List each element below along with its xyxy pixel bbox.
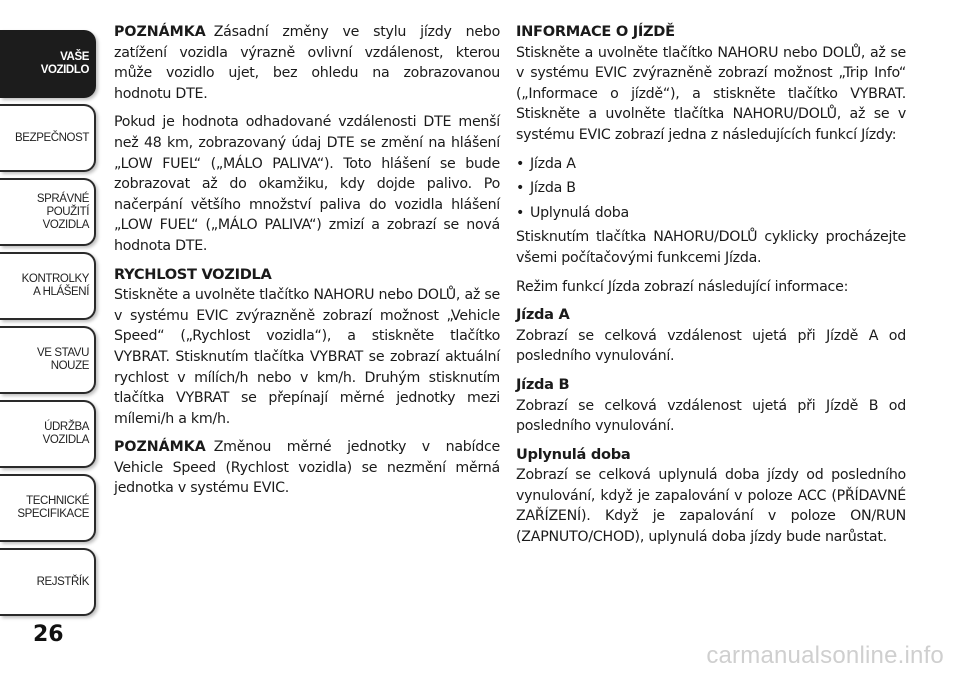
- tab-label: KONTROLKY A HLÁŠENÍ: [21, 273, 89, 298]
- tab-label: ÚDRŽBA VOZIDLA: [42, 421, 89, 446]
- trip-b-paragraph: Zobrazí se celková vzdálenost ujetá při Jízdě B od posledního vynulování.: [516, 397, 906, 435]
- cycle-paragraph: Stisknutím tlačítka NAHORU/DOLŮ cyklicky procházejte všemi počítačovými funkcemi Jízda.: [516, 229, 906, 266]
- tab-label: VE STAVU NOUZE: [37, 347, 89, 372]
- tab-label: REJSTŘÍK: [36, 575, 89, 588]
- page-number: 26: [33, 622, 64, 647]
- tab-technicke-specifikace[interactable]: [0, 474, 96, 542]
- tab-label: BEZPEČNOST: [15, 131, 89, 144]
- note-paragraph: [114, 22, 500, 104]
- left-column: [114, 22, 500, 507]
- low-fuel-paragraph: Pokud je hodnota odhadované vzdálenosti DTE menší než 48 km, zobrazovaný údaj DTE se změní na hlášení „LOW FUEL“ („MÁLO PALIVA“). Toto hlášení se bude zobrazovat až do okamžiku, kdy dojde palivo. Po načerpání většího množství paliva do vozidla hlášení „LOW FUEL“ („MÁLO PALIVA“) zmizí a zobrazí se nová hodnota DTE.: [114, 114, 500, 254]
- tab-label: VAŠE VOZIDLO: [40, 51, 89, 76]
- note-label: POZNÁMKA: [114, 439, 206, 456]
- subheading-trip-b: Jízda B: [516, 375, 570, 393]
- trip-info-paragraph: Stiskněte a uvolněte tlačítko NAHORU nebo DOLŮ, až se v systému EVIC zvýrazněně zobrazí možnost „Trip Info“ („Informace o jízdě“), a stiskněte tlačítko VYBRAT. Stiskněte a uvolněte tlačítka NAHORU/DOLŮ, až se v systému EVIC zobrazí jedna z následujících funkcí Jízdy:: [516, 44, 906, 143]
- note-text: Změnou měrné jednotky v nabídce Vehicle Speed (Rychlost vozidla) se nezmění měrná jednotka v systému EVIC.: [114, 439, 500, 497]
- subheading-trip-a: Jízda A: [516, 306, 570, 324]
- tab-udrzba-vozidla[interactable]: [0, 400, 96, 468]
- tab-label: TECHNICKÉ SPECIFIKACE: [17, 495, 89, 520]
- elapsed-time-paragraph: Zobrazí se celková uplynulá doba jízdy od posledního vynulování, když je zapalování v poloze ACC (PŘÍDAVNÉ ZAŘÍZENÍ). Když je zapalování v poloze ON/RUN (ZAPNUTO/CHOD), uplynulá doba jízdy bude narůstat.: [516, 467, 906, 546]
- subheading-elapsed-time: Uplynulá doba: [516, 445, 631, 463]
- tab-label: SPRÁVNÉ POUŽITÍ VOZIDLA: [36, 192, 89, 231]
- tab-rejstrik[interactable]: [0, 548, 96, 616]
- tab-bezpecnost[interactable]: [0, 104, 96, 172]
- tab-spravne-pouziti-vozidla[interactable]: [0, 178, 96, 246]
- list-item: • Jízda A: [516, 154, 906, 175]
- note-text: Zásadní změny ve stylu jízdy nebo zatížení vozidla výrazně ovlivní vzdálenost, kterou může vozidlo ujet, bez ohledu na zobrazovanou hodnotu DTE.: [114, 24, 500, 102]
- mode-paragraph: Režim funkcí Jízda zobrazí následující informace:: [516, 278, 849, 295]
- tab-kontrolky-a-hlaseni[interactable]: [0, 252, 96, 320]
- tab-ve-stavu-nouze[interactable]: [0, 326, 96, 394]
- note-paragraph: [114, 437, 500, 499]
- note-label: POZNÁMKA: [114, 24, 206, 40]
- vehicle-speed-paragraph: Stiskněte a uvolněte tlačítko NAHORU nebo DOLŮ, až se v systému EVIC zvýrazněně zobrazí možnost „Vehicle Speed“ („Rychlost vozidla“), a stiskněte tlačítko VYBRAT. Stisknutím tlačítka VYBRAT se zobrazí aktuální rychlost v mílích/h nebo v km/h. Druhým stisknutím tlačítka VYBRAT se přepínají měrné jednotky mezi mílemi/h a km/h.: [114, 287, 500, 427]
- section-heading-trip-info: INFORMACE O JÍZDĚ: [516, 23, 675, 40]
- list-item: • Uplynulá doba: [516, 203, 906, 224]
- trip-functions-list: [516, 154, 906, 224]
- list-item: • Jízda B: [516, 178, 906, 199]
- section-heading-vehicle-speed: RYCHLOST VOZIDLA: [114, 265, 272, 283]
- trip-a-paragraph: Zobrazí se celková vzdálenost ujetá při Jízdě A od posledního vynulování.: [516, 327, 906, 365]
- watermark: carmanualsonline.info: [706, 642, 944, 669]
- right-column: [516, 22, 906, 556]
- tab-vase-vozidlo[interactable]: [0, 30, 96, 98]
